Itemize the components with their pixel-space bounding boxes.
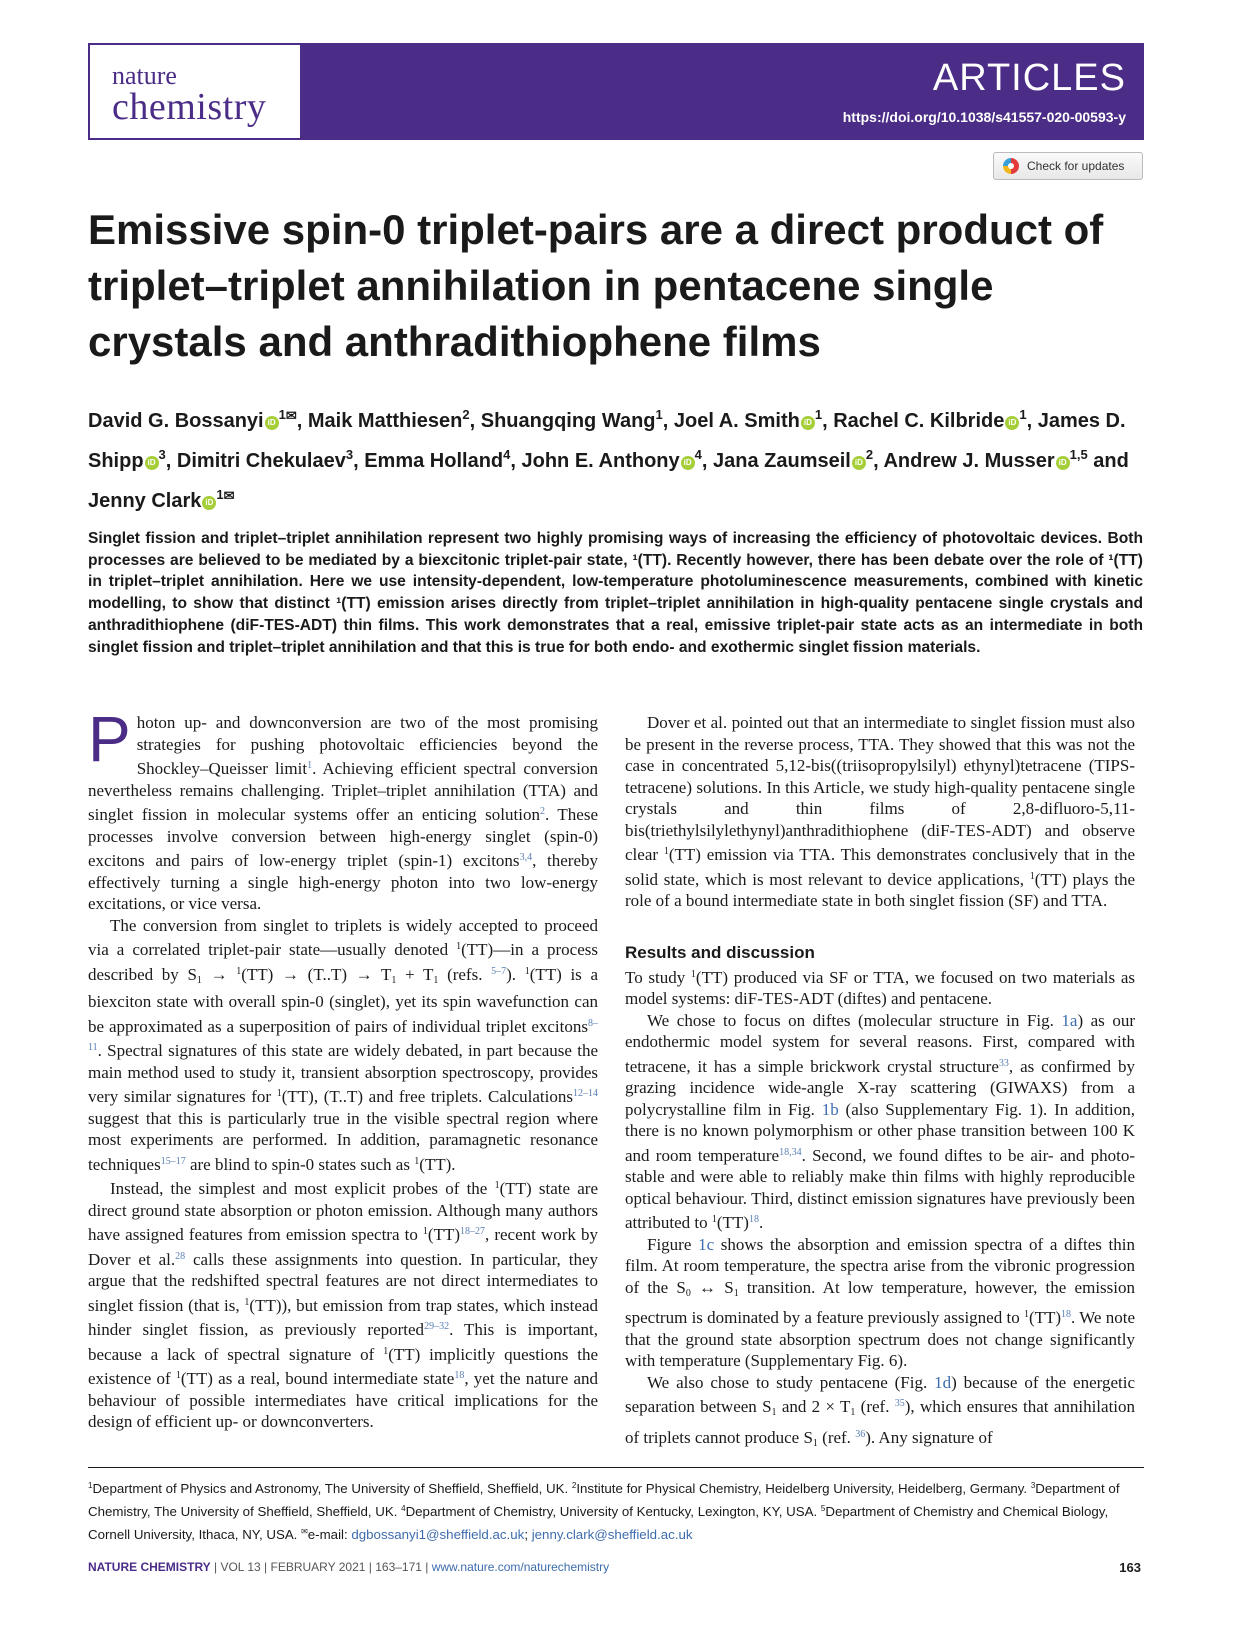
email-link[interactable]: jenny.clark@sheffield.ac.uk bbox=[531, 1527, 693, 1542]
affiliation-text: Department of Chemistry, University of Kentucky, Lexington, KY, USA. bbox=[405, 1504, 821, 1519]
envelope-icon: ✉ bbox=[285, 408, 297, 423]
author[interactable] bbox=[883, 447, 1088, 472]
author-affiliation: 2 bbox=[462, 407, 470, 422]
abstract: Singlet fission and triplet–triplet annihilation represent two highly promising ways of increasing the efficiency of photovoltaic devices. Both processes are believed to be mediated by a biexcitonic triplet-pair state, ¹(TT). Recently however, there has been debate over the role of ¹(TT) in triplet–triplet annihilation. Here we use intensity-dependent, low-temperature photoluminescence measurements, combined with kinetic modelling, to show that distinct ¹(TT) emission arises directly from triplet–triplet annihilation in high-quality pentacene single crystals and anthradithiophene (diF-TES-ADT) thin films. This work demonstrates that a real, emissive triplet-pair state acts as an intermediate in both singlet fission and triplet–triplet annihilation and that this is true for both endo- and exothermic singlet fission materials. bbox=[88, 530, 1143, 656]
footer-website-link[interactable]: www.nature.com/naturechemistry bbox=[431, 1560, 610, 1574]
page-number: 163 bbox=[1119, 1560, 1141, 1575]
author-name: John E. Anthony bbox=[521, 450, 680, 472]
author-separator: , bbox=[296, 410, 308, 432]
author-separator: , bbox=[662, 410, 674, 432]
author-name: Dimitri Chekulaev bbox=[176, 450, 346, 472]
author-name: Andrew J. Musser bbox=[883, 450, 1055, 472]
author-separator: and bbox=[1087, 450, 1129, 472]
body-paragraph: We chose to focus on diftes (molecular structure in Fig. 1a) as our endothermic model system for several reasons. First, compared with tetracene, it has a simple brickwork crystal structure$^{33}$, as confirmed by grazing incidence wide-angle X-ray scattering (GIWAXS) from a polycrystalline film in Fig. 1b (also Supplementary Fig. 1). In addition, there is no known polymorphism or other phase transition between 100 K and room temperature$^{18,34}$. Second, we found diftes to be air- and photo-stable and were able to reliably make thin films with highly reproducible optical behaviour. Third, distinct emission signatures have previously been attributed to $^1$(TT)$^{18}$. bbox=[625, 1010, 1136, 1232]
footnote-rule bbox=[88, 1467, 1144, 1468]
body-column-left bbox=[88, 703, 599, 1433]
author[interactable] bbox=[713, 447, 874, 472]
author[interactable] bbox=[88, 487, 235, 512]
author[interactable] bbox=[88, 407, 297, 432]
author-affiliation: 1 bbox=[278, 407, 286, 422]
body-paragraph: The conversion from singlet to triplets is widely accepted to proceed via a correlated triplet-pair state—usually denoted $^1$(TT)—in a process described by $S_1 \to ^1(TT) \to (T..T) \to T_1 + T_1$ (refs. $^{5-7}$). $^1$(TT) is a biexciton state with overall spin-0 (singlet), yet its spin wavefunction can be approximated as a superposition of pairs of individual triplet excitons$^{8-11}$. Spectral signatures of this state are widely debated, in part because the main method used to study it, transient absorption spectroscopy, provides very similar signatures for $^1$(TT), (T..T) and free triplets. Calculations$^{12-14}$ suggest that this is particularly true in the visible spectral region where most experiments are performed. In addition, paramagnetic resonance techniques$^{15-17}$ are blind to spin-0 states such as $^1$(TT). bbox=[88, 915, 599, 1174]
affiliation-number: 3 bbox=[1030, 1481, 1036, 1490]
body-paragraph: Figure 1c shows the absorption and emission spectra of a diftes thin film. At room temperature, the spectra arise from the vibronic progression of the $S_0$ ↔ $S_1$ transition. At low temperature, however, the emission spectrum is dominated by a feature previously assigned to $^1$(TT)$^{18}$. We note that the ground state absorption spectrum does not change significantly with temperature (Supplementary Fig. 6). bbox=[625, 1234, 1135, 1370]
author-affiliation: 1 bbox=[216, 487, 224, 502]
envelope-icon: ✉ bbox=[301, 1527, 308, 1536]
body-paragraph: Dover et al. pointed out that an intermediate to singlet fission must also be present in the reverse process, TTA. They showed that this was not the case in concentrated 5,12-bis((triisopropylsilyl) ethynyl)tetracene (TIPS-tetracene) solutions. In this Article, we study high-quality pentacene single crystals and thin films of 2,8-difluoro-5,11-bis(triethylsilylethynyl)anthradithiophene (diF-TES-ADT) and observe clear $^1$(TT) emission via TTA. This demonstrates conclusively that in the solid state, which is most relevant to device applications, $^1$(TT) plays the role of a bound intermediate state in both singlet fission (SF) and TTA. bbox=[625, 713, 1135, 910]
logo-text-nature: nature bbox=[112, 61, 177, 90]
orcid-icon[interactable]: iD bbox=[681, 456, 695, 470]
section-heading: Results and discussion bbox=[625, 942, 815, 962]
author-affiliation: 3 bbox=[158, 447, 166, 462]
author-list bbox=[88, 398, 1148, 518]
author[interactable] bbox=[480, 407, 663, 432]
author-separator: , bbox=[165, 450, 177, 472]
author-affiliation: 1 bbox=[814, 407, 823, 422]
email-link[interactable]: dgbossanyi1@sheffield.ac.uk bbox=[351, 1527, 525, 1542]
body-paragraph: We also chose to study pentacene (Fig. 1d) because of the energetic separation between $S_1$ and $2 \times T_1$ (ref. $^{35}$), which ensures that annihilation of triplets cannot produce $S_1$ (ref. $^{36}$). Any signature of bbox=[625, 1372, 1136, 1449]
body-paragraph: Photon up- and downconversion are two of the most promising strategies for pushing photovoltaic efficiencies beyond the Shockley–Queisser limit$^1$. Achieving efficient spectral conversion nevertheless remains challenging. Triplet–triplet annihilation (TTA) and singlet fission in molecular systems offer an enticing solution$^2$. These processes involve conversion between high-energy singlet (spin-0) excitons and pairs of low-energy triplet (spin-1) excitons$^{3,4}$, thereby effectively turning a single high-energy photon into two low-energy excitations, or vice versa. bbox=[88, 703, 598, 913]
orcid-icon[interactable]: iD bbox=[202, 496, 216, 510]
author-separator: , bbox=[701, 450, 713, 472]
author[interactable] bbox=[833, 407, 1027, 432]
author[interactable] bbox=[176, 447, 354, 472]
orcid-icon[interactable]: iD bbox=[145, 456, 159, 470]
orcid-icon[interactable]: iD bbox=[1005, 416, 1019, 430]
body-paragraph: To study $^1$(TT) produced via SF or TTA, we focused on two materials as model systems: diF-TES-ADT (diftes) and pentacene. bbox=[625, 967, 1135, 1008]
author[interactable] bbox=[673, 407, 823, 432]
orcid-icon[interactable]: iD bbox=[801, 416, 815, 430]
author-affiliation: 1 bbox=[1019, 407, 1027, 422]
author-separator: , bbox=[873, 450, 884, 472]
journal-header bbox=[88, 43, 1144, 143]
affiliation-text: Institute for Physical Chemistry, Heidelberg University, Heidelberg, Germany. bbox=[576, 1481, 1031, 1496]
author-separator: , bbox=[1026, 410, 1038, 432]
affiliation-text: Department of Chemistry, The University of Sheffield, Sheffield, UK. bbox=[88, 1481, 1120, 1519]
author-affiliation: 2 bbox=[865, 447, 874, 462]
envelope-icon: ✉ bbox=[223, 488, 235, 503]
author-name: Jenny Clark bbox=[88, 490, 202, 512]
email-separator: ; bbox=[524, 1527, 532, 1542]
check-updates-label: Check for updates bbox=[1027, 159, 1125, 173]
author[interactable] bbox=[364, 447, 511, 472]
doi-link[interactable]: https://doi.org/10.1038/s41557-020-00593-y bbox=[842, 109, 1126, 125]
author-separator: , bbox=[353, 450, 365, 472]
header-band bbox=[302, 43, 1144, 140]
affiliation-text: Department of Physics and Astronomy, The University of Sheffield, Sheffield, UK. bbox=[92, 1481, 572, 1496]
orcid-icon[interactable]: iD bbox=[1056, 456, 1070, 470]
footer-issue: | VOL 13 | FEBRUARY 2021 | 163–171 | bbox=[210, 1560, 432, 1574]
section-label: ARTICLES bbox=[932, 57, 1126, 99]
author[interactable] bbox=[307, 407, 470, 432]
author-affiliation: 4 bbox=[503, 447, 511, 462]
drop-cap: P bbox=[88, 703, 131, 775]
affiliation-number: 2 bbox=[571, 1481, 577, 1490]
author[interactable] bbox=[521, 447, 702, 472]
affiliations-footnote bbox=[88, 1476, 1144, 1545]
author-affiliation: 3 bbox=[345, 447, 354, 462]
author-affiliation: 1 bbox=[655, 407, 663, 422]
page-footer bbox=[88, 1560, 609, 1574]
author-separator: , bbox=[469, 410, 481, 432]
affiliation-number: 5 bbox=[820, 1504, 826, 1513]
author-name: Shuangqing Wang bbox=[480, 410, 656, 432]
author-name: Maik Matthiesen bbox=[307, 410, 463, 432]
logo-text-chemistry: chemistry bbox=[112, 86, 267, 128]
body-paragraph: Instead, the simplest and most explicit probes of the $^1$(TT) state are direct ground state absorption or photon emission. Although many authors have assigned features from emission spectra to $^1$(TT)$^{18-27}$, recent work by Dover et al.$^{28}$ calls these assignments into question. In particular, they argue that the redshifted spectral features are not direct intermediates to singlet fission (that is, $^1$(TT)), but emission from trap states, which instead hinder singlet fission, as previously reported$^{29-32}$. This is important, because a lack of spectral signature of $^1$(TT) implicitly questions the existence of $^1$(TT) as a real, bound intermediate state$^{18}$, yet the nature and behaviour of possible intermediates have critical implications for the design of efficient up- or downconverters. bbox=[88, 1179, 599, 1431]
crossmark-icon bbox=[1003, 158, 1019, 174]
orcid-icon[interactable]: iD bbox=[265, 416, 279, 430]
footer-journal: NATURE CHEMISTRY bbox=[88, 1560, 211, 1574]
affiliation-number: 4 bbox=[401, 1504, 406, 1513]
author-name: James D. Shipp bbox=[88, 410, 1126, 472]
author-name: Jana Zaumseil bbox=[713, 450, 851, 472]
author-name: Emma Holland bbox=[364, 450, 504, 472]
author-separator: , bbox=[510, 450, 522, 472]
author-affiliation: 4 bbox=[694, 447, 702, 462]
orcid-icon[interactable]: iD bbox=[852, 456, 866, 470]
author-affiliation: 1,5 bbox=[1069, 447, 1088, 462]
article-title: Emissive spin-0 triplet-pairs are a direct product of triplet–triplet annihilation in pentacene single crystals and anthradithiophene films bbox=[88, 206, 1104, 365]
author-name: David G. Bossanyi bbox=[88, 410, 264, 432]
body-column-right bbox=[625, 712, 1135, 1454]
affiliation-text: Department of Chemistry and Chemical Biology, Cornell University, Ithaca, NY, USA. bbox=[88, 1504, 1109, 1542]
check-updates-button[interactable] bbox=[993, 152, 1143, 180]
journal-logo[interactable] bbox=[88, 43, 302, 140]
author-name: Joel A. Smith bbox=[673, 410, 800, 432]
author-name: Rachel C. Kilbride bbox=[833, 410, 1005, 432]
email-label: e-mail: bbox=[307, 1527, 352, 1542]
author-separator: , bbox=[822, 410, 834, 432]
affiliation-number: 1 bbox=[88, 1481, 93, 1490]
